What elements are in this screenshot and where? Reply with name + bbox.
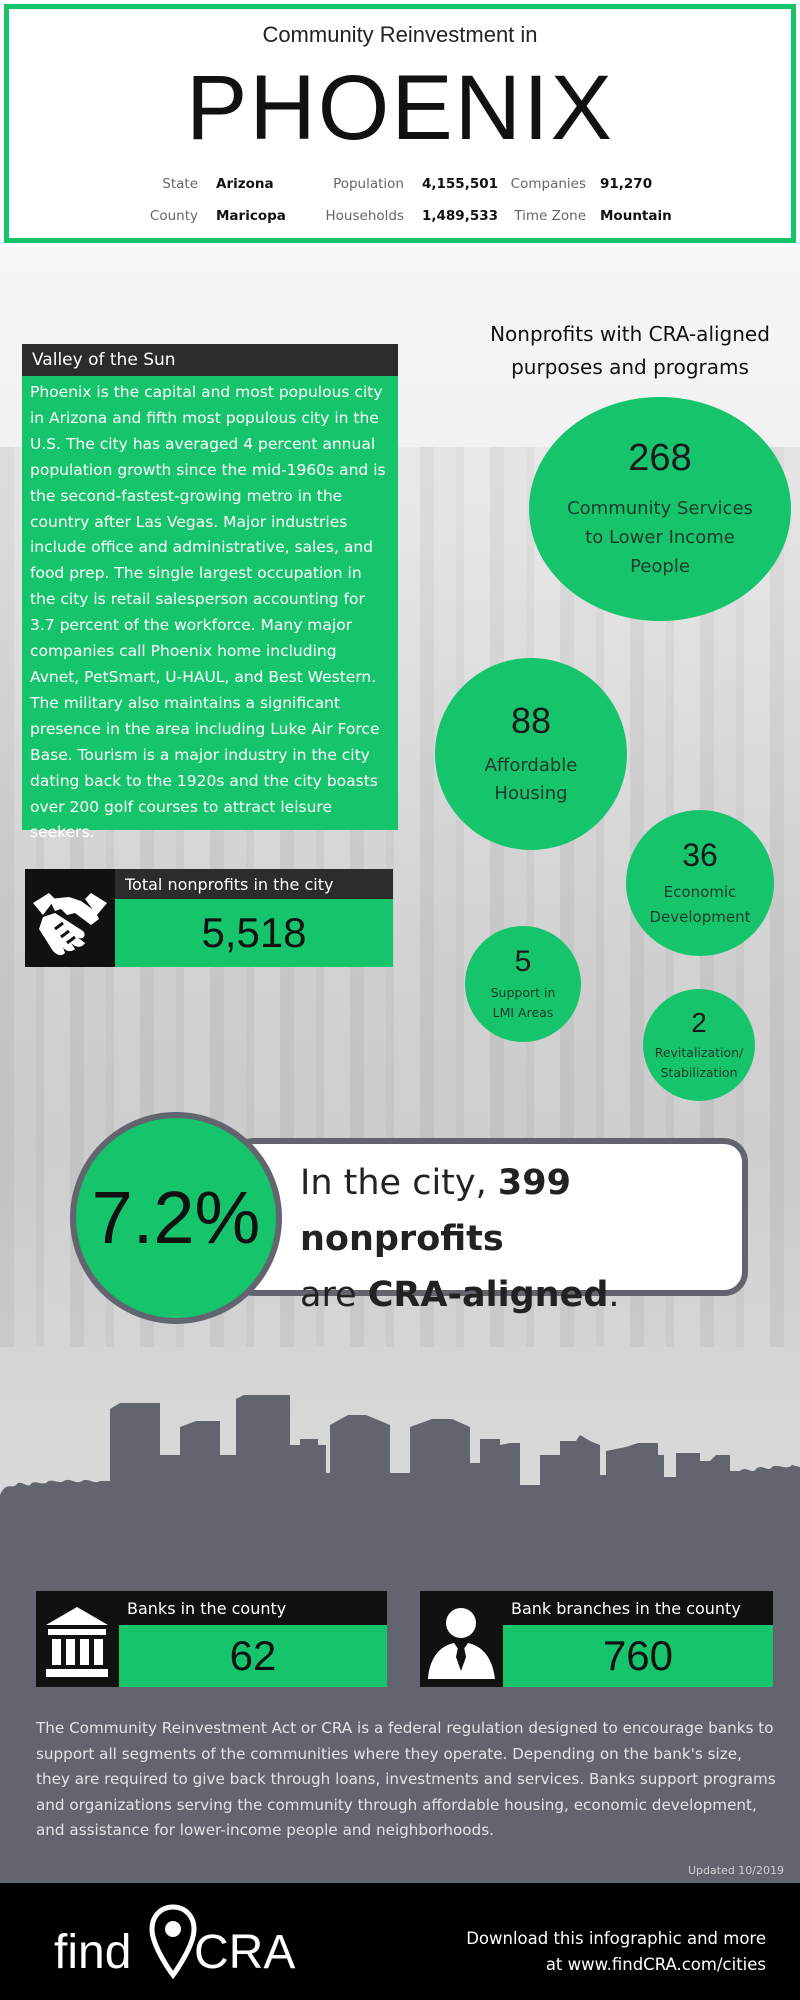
nonprofits-title-line2: purposes and programs: [511, 355, 749, 379]
bubble-label-line: Support in: [490, 985, 556, 1000]
aligned-callout-text: [300, 1155, 740, 1323]
download-line1: Download this infographic and more: [466, 1929, 766, 1948]
bubble-label-line: Affordable: [484, 755, 578, 776]
bubble-revitalization: [643, 989, 755, 1101]
bank-icon: [36, 1591, 119, 1687]
header: [0, 0, 800, 247]
banks-label: Banks in the county: [119, 1591, 387, 1625]
timezone-label: Time Zone: [514, 208, 586, 224]
bubble-value: 268: [628, 437, 692, 479]
branches-value: 760: [503, 1625, 773, 1687]
timezone-value: Mountain: [600, 208, 672, 224]
bubble-label-line: Economic: [663, 882, 737, 901]
updated-date: Updated 10/2019: [687, 1864, 784, 1877]
bubble-label-line: LMI Areas: [492, 1005, 554, 1020]
aligned-line1: [300, 1155, 740, 1267]
bubble-value: 36: [682, 836, 718, 873]
bubble-support-lmi: [465, 926, 581, 1042]
nonprofits-title: [470, 318, 790, 384]
logo-find-text: find: [54, 1926, 132, 1979]
location-pin-icon: [148, 1903, 198, 1983]
total-nonprofits-value: 5,518: [115, 899, 393, 967]
population-value: 4,155,501: [422, 176, 499, 192]
bubble-value: 5: [514, 945, 532, 978]
bubble-economic-development: [626, 810, 774, 956]
population-label: Population: [333, 176, 404, 192]
aligned-prefix: In the city,: [300, 1163, 487, 1203]
state-value: Arizona: [216, 176, 274, 192]
bubble-value: 2: [691, 1007, 707, 1038]
aligned-percent: 7.2%: [70, 1112, 282, 1324]
bubble-affordable-housing: [435, 658, 627, 850]
bubble-label-line: Revitalization/: [654, 1045, 744, 1060]
bubble-label-line: Stabilization: [660, 1065, 738, 1080]
valley-title: Valley of the Sun: [22, 344, 398, 376]
bubble-value: 88: [510, 700, 552, 741]
households-value: 1,489,533: [422, 208, 499, 224]
bubble-label: [491, 983, 556, 1023]
companies-label: Companies: [510, 176, 586, 192]
branches-label: Bank branches in the county: [503, 1591, 773, 1625]
banker-icon: [420, 1591, 503, 1687]
cra-description: The Community Reinvestment Act or CRA is a federal regulation designed to encourage banks to support all segments of the communities where they operate. Depending on the bank's size, they are required to give back through loans, investments and services. Banks support programs and organizations serving the community through affordable housing, economic development, and assistance for lower-income people and neighborhoods.: [36, 1719, 776, 1840]
handshake-icon: [25, 869, 115, 967]
findcra-logo[interactable]: [54, 1903, 314, 1983]
bubble-label-line: Community Services: [567, 498, 753, 519]
valley-description: Phoenix is the capital and most populous city in Arizona and fifth most populous city in the U.S. The city has averaged 4 percent annual population growth since the mid-1960s and is the second-fastest-growing metro in the country after Las Vegas. Major industries include office and administrative, sales, and food prep. The single largest occupation in the city is retail salesperson accounting for 3.7 percent of the workforce. Many major companies call Phoenix home including Avnet, PetSmart, U-HAUL, and Best Western. The military also maintains a significant presence in the area including Luke Air Force Base. Tourism is a major industry in the city dating back to the 1920s and the city boasts over 200 golf courses to attract leisure seekers.: [22, 376, 398, 830]
county-value: Maricopa: [216, 208, 286, 224]
bubble-label: [485, 752, 578, 808]
state-label: State: [162, 176, 198, 192]
download-note: [446, 1926, 766, 1978]
banks-card: [36, 1591, 387, 1687]
download-link[interactable]: at www.findCRA.com/cities: [545, 1955, 766, 1974]
total-nonprofits-card: [25, 869, 393, 967]
nonprofits-title-line1: Nonprofits with CRA-aligned: [490, 322, 770, 346]
county-label: County: [149, 208, 198, 224]
banks-value: 62: [119, 1625, 387, 1687]
total-nonprofits-label: Total nonprofits in the city: [115, 869, 393, 899]
logo-cra-text: CRA: [194, 1926, 296, 1979]
companies-value: 91,270: [600, 176, 653, 192]
aligned-suffix: .: [608, 1275, 620, 1315]
bubble-label-line: Development: [649, 907, 751, 926]
bubble-label-line: Housing: [494, 783, 568, 804]
bubble-label: [650, 880, 751, 930]
city-title: PHOENIX: [185, 57, 615, 159]
households-label: Households: [325, 208, 404, 224]
bubble-label: [567, 494, 753, 581]
bubble-community-services: [529, 397, 791, 621]
bubble-label: [655, 1043, 744, 1083]
aligned-line2: [300, 1267, 740, 1323]
city-skyline-silhouette: [0, 1385, 800, 1540]
aligned-emphasis: CRA-aligned: [367, 1275, 609, 1315]
aligned-count: 399 nonprofits: [300, 1163, 571, 1259]
aligned-are: are: [300, 1275, 357, 1315]
bubble-label-line: People: [630, 556, 690, 577]
branches-card: [420, 1591, 773, 1687]
header-subtitle: Community Reinvestment in: [262, 22, 538, 47]
bubble-label-line: to Lower Income: [585, 527, 735, 548]
